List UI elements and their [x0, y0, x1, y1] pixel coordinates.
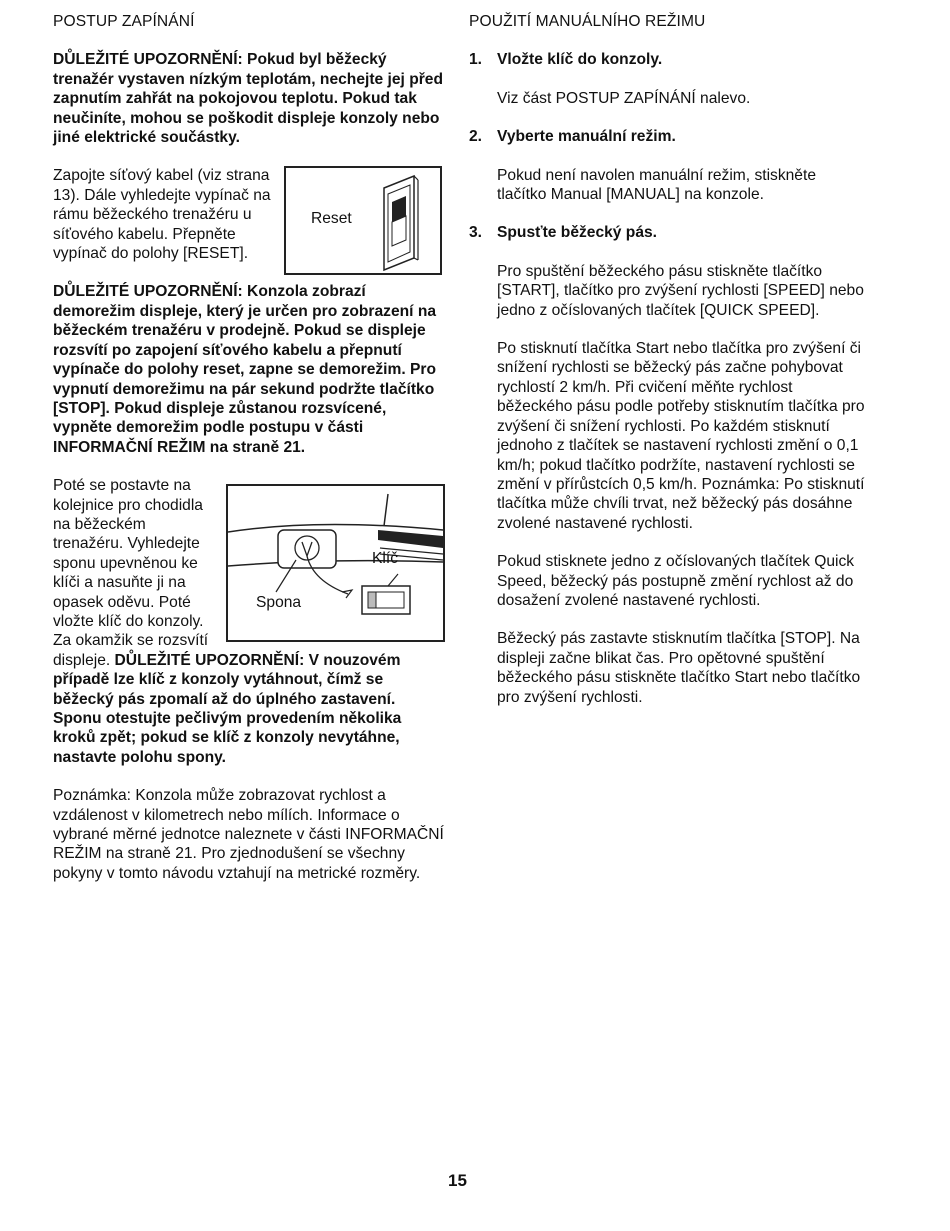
figure-label-reset: Reset	[311, 210, 352, 228]
figure-key-and-clip	[226, 484, 445, 642]
step-title: Vložte klíč do konzoly.	[497, 51, 663, 69]
units-note: Poznámka: Konzola může zobrazovat rychlost a vzdálenost v kilometrech nebo mílích. Informace o vybrané měrné jednotce naleznete v části INFORMAČNÍ REŽIM na straně 21. Pro zjednodušení se všechny pokyny v tomto návodu vztahují na metrické rozměry.	[53, 787, 444, 882]
figure-label-key: Klíč	[372, 550, 398, 568]
step-3-text-stop: Běžecký pás zastavte stisknutím tlačítka [STOP]. Na displeji začne blikat čas. Pro opětovné spuštění běžeckého pásu stiskněte tlačítko Start nebo tlačítko pro zvýšení rychlosti.	[497, 630, 861, 706]
reset-switch-illustration	[374, 170, 434, 275]
step-2-text: Pokud není navolen manuální režim, stiskněte tlačítko Manual [MANUAL] na konzole.	[497, 166, 816, 204]
step-number: 1.	[469, 51, 483, 69]
section-heading-startup: POSTUP ZAPÍNÁNÍ	[53, 13, 195, 30]
section-heading-manual-mode: POUŽITÍ MANUÁLNÍHO REŽIMU	[469, 13, 706, 30]
step-1	[469, 50, 869, 69]
warning-emergency-key: DŮLEŽITÉ UPOZORNĚNÍ: V nouzovém případě lze klíč z konzoly vytáhnout, čímž se běžecký pás zpomalí až do úplného zastavení. Sponu otestujte pečlivým provedením několika kroků zpět; pokud se klíč z konzoly nevytáhne, nastavte polohu spony.	[53, 651, 402, 766]
left-column	[53, 12, 445, 902]
step-1-text: Viz část POSTUP ZAPÍNÁNÍ nalevo.	[497, 89, 751, 107]
key-instructions-text: Poté se postavte na kolejnice pro chodidla na běžeckém trenažéru. Vyhledejte sponu upevněnou ke klíči a nasuňte ji na opasek oděvu. Poté vložte klíč do konzoly. Za okamžik se rozsvítí displeje.	[53, 477, 209, 669]
step-2	[469, 127, 869, 146]
step-number: 2.	[469, 128, 483, 146]
page-number: 15	[448, 1171, 467, 1190]
figure-reset-switch	[284, 166, 442, 275]
right-column	[469, 12, 869, 726]
figure-label-clip: Spona	[256, 594, 302, 612]
step-3-text-speed: Po stisknutí tlačítka Start nebo tlačítka pro zvýšení či snížení rychlosti se běžecký pás začne pohybovat rychlostí 2 km/h. Při cvičení měňte rychlost běžeckého pásu podle potřeby stisknutím tlačítka pro zvýšení či snížení rychlosti. Po každém stisknutí jednoho z tlačítek se nastavení rychlosti změní o 0,1 km/h; pokud tlačítko podržíte, nastavení rychlosti se změní v přírůstcích 0,5 km/h. Poznámka: Po stisknutí tlačítka může chvíli trvat, než běžecký pás dosáhne zvolené nastavené rychlosti.	[497, 340, 865, 532]
warning-demo-mode: DŮLEŽITÉ UPOZORNĚNÍ: Konzola zobrazí demorežim displeje, který je určen pro zobrazení na běžeckém trenažéru v prodejně. Pokud se displeje rozsvítí po zapojení síťového kabelu a přepnutí vypínače do polohy reset, zapne se demorežim. Pro vypnutí demorežimu na pár sekund podržte tlačítko [STOP]. Pokud displeje zůstanou rozsvícené, vypněte demorežim podle postupu v části INFORMAČNÍ REŽIM na straně 21.	[53, 283, 437, 456]
step-title: Vyberte manuální režim.	[497, 128, 676, 146]
step-3	[469, 223, 869, 242]
step-3-text-quick-speed: Pokud stisknete jedno z očíslovaných tlačítek Quick Speed, běžecký pás postupně změní rychlost až do dosažení zvolené nastavené rychlosti.	[497, 553, 855, 609]
step-3-text-start: Pro spuštění běžeckého pásu stiskněte tlačítko [START], tlačítko pro zvýšení rychlosti [SPEED] nebo jedno z očíslovaných tlačítek [QUICK SPEED].	[497, 262, 864, 319]
step-number: 3.	[469, 224, 483, 242]
console-key-illustration	[228, 486, 443, 640]
warning-temperature: DŮLEŽITÉ UPOZORNĚNÍ: Pokud byl běžecký trenažér vystaven nízkým teplotám, nechejte jej před zapnutím zahřát na pokojovou teplotu. Pokud tak neučiníte, mohou se poškodit displeje konzoly nebo jiné elektrické součástky.	[53, 51, 443, 147]
plug-in-instructions: Zapojte síťový kabel (viz strana 13). Dále vyhledejte vypínač na rámu běžeckého trenažéru u síťového kabelu. Přepněte vypínač do polohy [RESET].	[53, 167, 271, 263]
step-title: Spusťte běžecký pás.	[497, 224, 658, 242]
